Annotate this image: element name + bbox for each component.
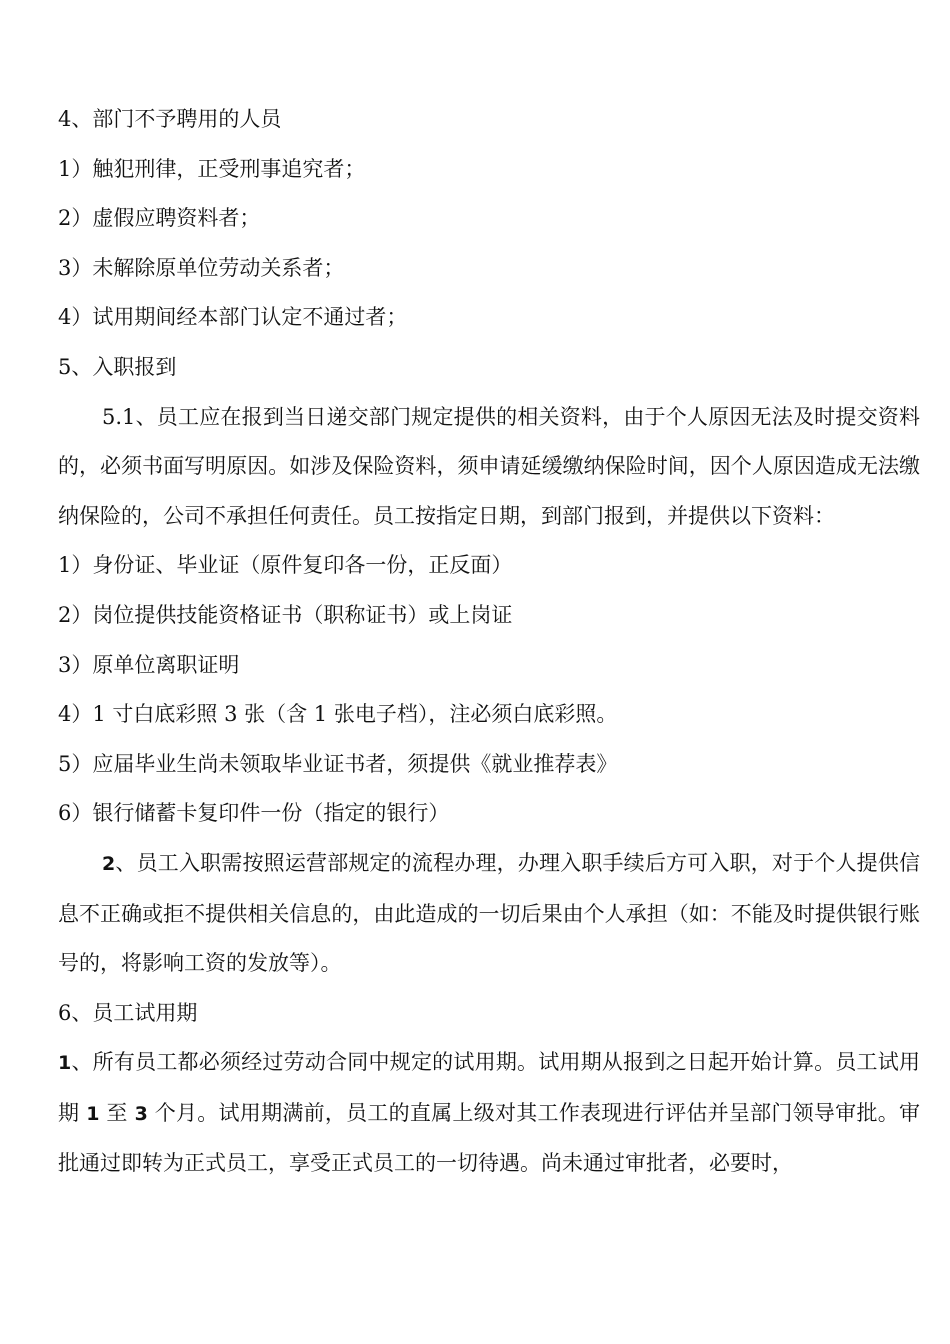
paragraph-2-text: 、员工入职需按照运营部规定的流程办理，办理入职手续后方可入职，对于个人提供信息不正确或拒不提供相关信息的，由此造成的一切后果由个人承担（如：不能及时提供银行账号的，将影响工资的发放等）。 (58, 850, 920, 976)
section-4-item-2: 2）虚假应聘资料者； (58, 206, 261, 231)
paragraph-text-a: 、所有员工都必须经过劳动合同中规定的试用期。试用期从报到之日起开始计算。员工试用期 (58, 1050, 920, 1125)
paragraph-2-lead-number: 2 (102, 852, 116, 875)
paragraph-text-b: 至 (99, 1100, 135, 1125)
section-4-item-3: 3）未解除原单位劳动关系者； (58, 255, 345, 280)
section-4-item-1: 1）触犯刑律，正受刑事追究者； (58, 156, 366, 181)
probation-min-months: 1 (86, 1102, 100, 1125)
section-5-paragraph-1: 5.1、员工应在报到当日递交部门规定提供的相关资料，由于个人原因无法及时提交资料的，必须书面写明原因。如涉及保险资料，须申请延缓缴纳保险时间，因个人原因造成无法缴纳保险的，公司不承担任何责任。员工按指定日期，到部门报到，并提供以下资料： (58, 404, 920, 528)
paragraph-text-c: 个月。试用期满前，员工的直属上级对其工作表现进行评估并呈部门领导审批。审批通过即转为正式员工，享受正式员工的一切待遇。尚未通过审批者，必要时， (58, 1100, 920, 1176)
section-5-item-6: 6）银行储蓄卡复印件一份（指定的银行） (58, 801, 450, 826)
section-5-item-4: 4）1 寸白底彩照 3 张（含 1 张电子档），注必须白底彩照。 (58, 702, 618, 727)
section-4-heading: 4、部门不予聘用的人员 (58, 107, 282, 131)
section-4-item-4: 4）试用期间经本部门认定不通过者； (58, 305, 408, 330)
section-5-item-1: 1）身份证、毕业证（原件复印各一份，正反面） (58, 553, 513, 578)
probation-max-months: 3 (134, 1102, 148, 1125)
section-5-item-2: 2）岗位提供技能资格证书（职称证书）或上岗证 (58, 602, 513, 627)
section-5-paragraph-2 (58, 839, 920, 989)
paragraph-lead-number: 1 (58, 1052, 72, 1075)
section-5-item-5: 5）应届毕业生尚未领取毕业证书者，须提供《就业推荐表》 (58, 751, 618, 776)
section-6-heading: 6、员工试用期 (58, 1000, 198, 1025)
document-body (58, 95, 920, 1189)
section-6-paragraph-1 (58, 1038, 920, 1189)
section-5-heading: 5、入职报到 (58, 354, 177, 379)
section-5-item-3: 3）原单位离职证明 (58, 652, 240, 677)
